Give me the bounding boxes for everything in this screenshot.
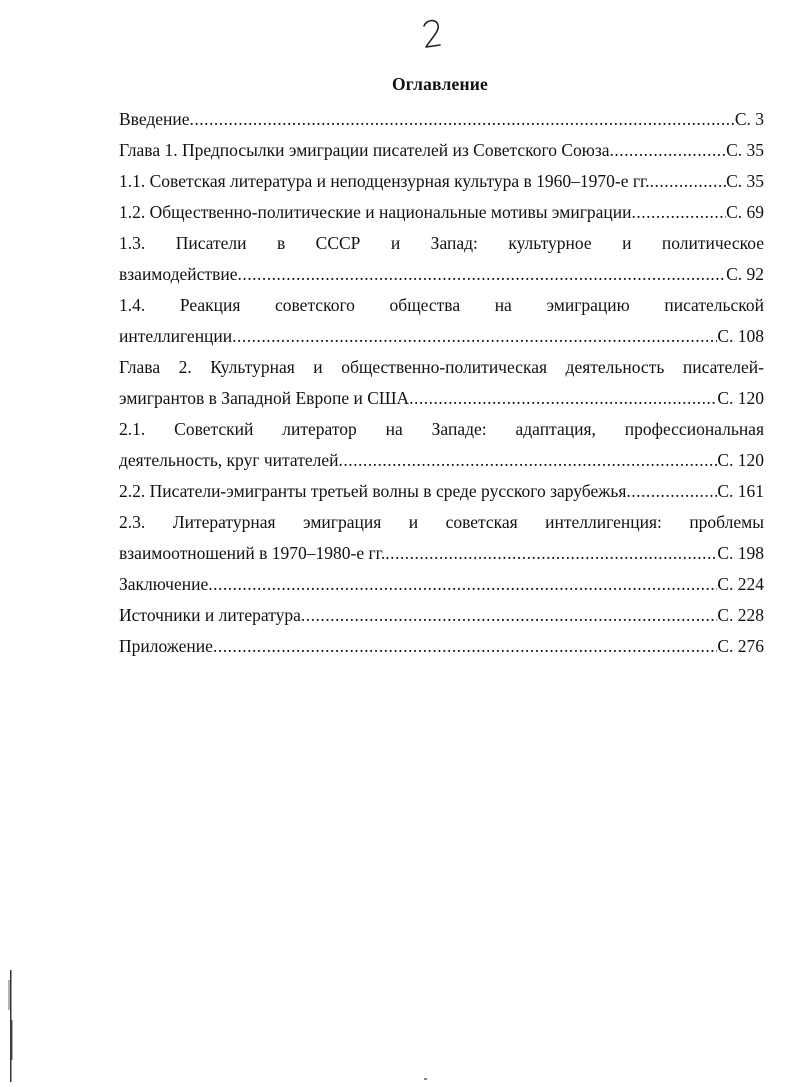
toc-entry-page: С. 35 [726,171,764,191]
dot-leader [208,569,717,600]
toc-entry-row [119,259,764,290]
toc-entry-title: Источники и литература [119,605,301,625]
dot-leader [631,197,726,228]
toc-entry-title: 1.1. Советская литература и неподцензурная культура в 1960–1970-е гг. [119,171,650,191]
toc-entry-page: С. 92 [726,264,764,284]
dot-leader [626,476,717,507]
toc-entry-line: 2.3. Литературная эмиграция и советская интеллигенция: проблемы [119,512,764,532]
toc-entry-page: С. 3 [734,109,764,129]
toc-entry [119,631,764,662]
toc-entry-title: 1.2. Общественно-политические и национальные мотивы эмиграции [119,202,632,222]
handwritten-page-number [418,14,448,54]
toc-entry-title: Приложение [119,636,213,656]
toc-entry-title: взаимодействие [119,264,238,284]
toc-entry-row [119,104,764,135]
toc-entry-title: Введение [119,109,190,129]
toc-entry [119,414,764,476]
toc-entry [119,352,764,414]
dot-leader [237,259,726,290]
toc-entry-row [119,538,764,569]
toc-entry-page: С. 198 [717,543,764,563]
toc-entry-line: 1.4. Реакция советского общества на эмиграцию писательской [119,295,764,315]
dot-leader [650,166,726,197]
toc-entry-title: Заключение [119,574,209,594]
toc-entry-title: взаимоотношений в 1970–1980-е гг. [119,543,386,563]
toc-entry-page: С. 276 [717,636,764,656]
toc-entry-line: 2.1. Советский литератор на Западе: адаптация, профессиональная [119,419,764,439]
dot-leader [385,538,717,569]
toc-entry-page: С. 108 [717,326,764,346]
toc-entry-page: С. 69 [726,202,764,222]
toc-entry [119,600,764,631]
scan-edge-mark [8,970,14,1082]
toc-entry-row [119,197,764,228]
toc-entry [119,197,764,228]
dot-leader [190,104,735,135]
dot-leader [610,135,727,166]
toc-entry-page: С. 224 [717,574,764,594]
dot-leader [339,445,718,476]
toc-entry-row [119,445,764,476]
toc-entry-row [119,383,764,414]
toc-entry-row [119,631,764,662]
toc-entry [119,569,764,600]
toc-entry-title: Глава 1. Предпосылки эмиграции писателей из Советского Союза [119,140,610,160]
toc-entry-line: 1.3. Писатели в СССР и Запад: культурное и политическое [119,233,764,253]
dot-leader [301,600,717,631]
toc-entry-title: интеллигенции [119,326,233,346]
toc-entry-row [119,166,764,197]
toc-entry-row [119,321,764,352]
toc-entry-page: С. 120 [717,450,764,470]
dot-leader [409,383,717,414]
toc-entry-page: С. 161 [717,481,764,501]
toc-entry-row [119,135,764,166]
toc-title: Оглавление [392,74,488,94]
toc-entry [119,507,764,569]
toc-entry-page: С. 120 [717,388,764,408]
toc-entry [119,476,764,507]
toc-entry [119,166,764,197]
dot-leader [213,631,717,662]
toc-entry [119,135,764,166]
scan-speck [424,1078,427,1080]
toc-entry-line: Глава 2. Культурная и общественно-политическая деятельность писателей- [119,357,764,377]
toc-entry-title: эмигрантов в Западной Европе и США [119,388,410,408]
toc-entry-row [119,476,764,507]
toc-entry [119,290,764,352]
table-of-contents [119,104,764,662]
toc-entry-row [119,600,764,631]
toc-entry-title: деятельность, круг читателей [119,450,339,470]
toc-entry [119,104,764,135]
toc-entry [119,228,764,290]
toc-entry-page: С. 228 [717,605,764,625]
toc-entry-title: 2.2. Писатели-эмигранты третьей волны в среде русского зарубежья [119,481,627,501]
toc-entry-page: С. 35 [726,140,764,160]
dot-leader [232,321,717,352]
toc-entry-row [119,569,764,600]
